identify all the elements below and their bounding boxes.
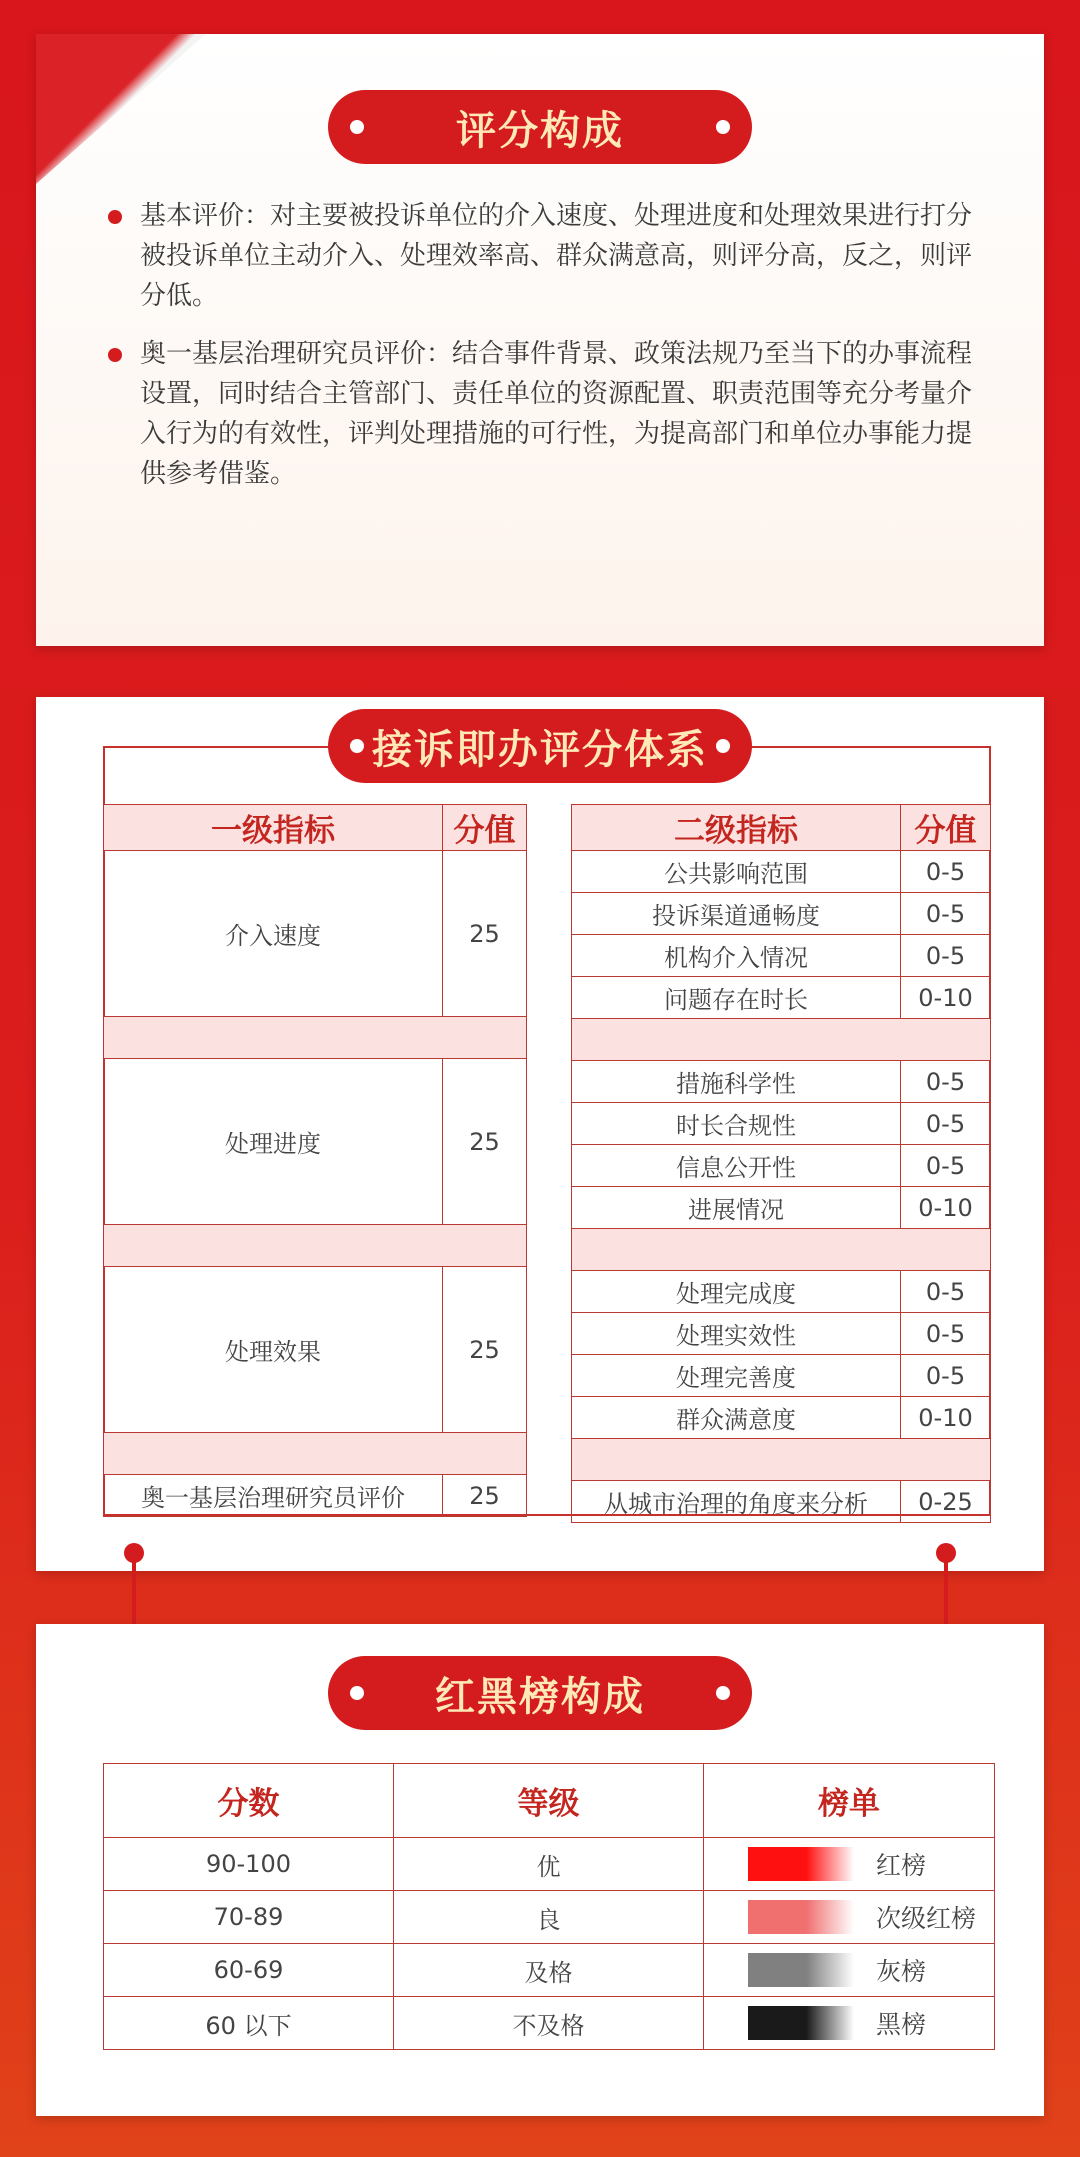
level2-score: 0-5: [901, 851, 991, 893]
level2-name: 公共影响范围: [572, 851, 901, 893]
level2-name: 处理实效性: [572, 1313, 901, 1355]
level2-score: 0-10: [901, 977, 991, 1019]
ranking-table: [103, 1763, 995, 2050]
dot-icon: [350, 1686, 364, 1700]
table-row: [104, 1838, 995, 1891]
rank-grade: 及格: [394, 1944, 704, 1997]
table-row: [572, 1187, 991, 1229]
rank-list-label: 黑榜: [876, 2010, 927, 2039]
section-title-text: 评分构成: [456, 107, 624, 154]
table-row: [104, 1475, 527, 1517]
level2-name: 群众满意度: [572, 1397, 901, 1439]
level2-name: 信息公开性: [572, 1145, 901, 1187]
level2-name: 机构介入情况: [572, 935, 901, 977]
table-row: [572, 1481, 991, 1523]
row-spacer: [104, 1433, 527, 1475]
rank-grade: 优: [394, 1838, 704, 1891]
dot-icon: [350, 120, 364, 134]
level2-score: 0-5: [901, 1271, 991, 1313]
header-list: 榜单: [704, 1764, 995, 1838]
level2-score: 0-5: [901, 893, 991, 935]
header-level2: 二级指标: [572, 805, 901, 851]
header-level1: 一级指标: [104, 805, 443, 851]
level2-score: 0-5: [901, 935, 991, 977]
rank-list-cell: [704, 1944, 995, 1997]
table-row: [104, 1997, 995, 2050]
level2-name: 从城市治理的角度来分析: [572, 1481, 901, 1523]
table-row: [572, 893, 991, 935]
rank-grade: 良: [394, 1891, 704, 1944]
table-row: [572, 977, 991, 1019]
level2-score: 0-5: [901, 1355, 991, 1397]
level1-name: 介入速度: [104, 851, 443, 1017]
rank-list-label: 灰榜: [876, 1957, 927, 1986]
table-row: [572, 1355, 991, 1397]
table-row: [104, 1944, 995, 1997]
level1-score: 25: [443, 851, 527, 1017]
level1-score: 25: [443, 1267, 527, 1433]
section-title-text: 红黑榜构成: [435, 1673, 645, 1720]
row-spacer: [572, 1229, 991, 1271]
level2-score: 0-5: [901, 1313, 991, 1355]
row-spacer: [572, 1439, 991, 1481]
section-title-ranking: [328, 1656, 752, 1730]
level2-indicator-table: [571, 804, 991, 1523]
secondary-red-list-swatch: [748, 1900, 854, 1934]
dot-icon: [716, 1686, 730, 1700]
section-title-scoring-composition: [328, 90, 752, 164]
bullet-line: 基本评价：对主要被投诉单位的介入速度、处理进度和处理效果进行打分: [140, 201, 973, 231]
table-row: [572, 1397, 991, 1439]
connector-dot-icon: [124, 1543, 144, 1563]
scoring-bullets: [104, 196, 974, 512]
table-row: [104, 1059, 527, 1225]
level2-name: 处理完善度: [572, 1355, 901, 1397]
rank-score: 70-89: [104, 1891, 394, 1944]
header-score: 分值: [901, 805, 991, 851]
rank-score: 60-69: [104, 1944, 394, 1997]
table-row: [572, 1313, 991, 1355]
table-row: [572, 1061, 991, 1103]
row-spacer: [104, 1017, 527, 1059]
rank-score: 60 以下: [104, 1997, 394, 2050]
level2-name: 措施科学性: [572, 1061, 901, 1103]
table-row: [572, 1271, 991, 1313]
header-grade: 等级: [394, 1764, 704, 1838]
bullet-line: 被投诉单位主动介入、处理效率高、群众满意高，则评分高，反之，则评分低。: [140, 241, 973, 311]
level2-name: 问题存在时长: [572, 977, 901, 1019]
rank-list-label: 次级红榜: [876, 1904, 977, 1933]
grey-list-swatch: [748, 1953, 854, 1987]
table-row: [104, 1267, 527, 1433]
level2-score: 0-5: [901, 1145, 991, 1187]
rank-list-label: 红榜: [876, 1851, 927, 1880]
level1-indicator-table: [103, 804, 527, 1517]
table-row: [572, 935, 991, 977]
header-score: 分值: [443, 805, 527, 851]
rank-list-cell: [704, 1891, 995, 1944]
rank-score: 90-100: [104, 1838, 394, 1891]
level1-name: 处理进度: [104, 1059, 443, 1225]
bullet-basic-evaluation: [104, 196, 974, 316]
rank-list-cell: [704, 1838, 995, 1891]
section-title-text: 接诉即办评分体系: [372, 726, 708, 773]
level1-name: 处理效果: [104, 1267, 443, 1433]
row-spacer: [572, 1019, 991, 1061]
level2-score: 0-5: [901, 1103, 991, 1145]
bullet-dot-icon: [108, 348, 122, 362]
section-title-scoring-system: [328, 709, 752, 783]
black-list-swatch: [748, 2006, 854, 2040]
level2-score: 0-5: [901, 1061, 991, 1103]
row-spacer: [104, 1225, 527, 1267]
level2-score: 0-25: [901, 1481, 991, 1523]
bullet-researcher-evaluation: [104, 334, 974, 494]
level1-score: 25: [443, 1059, 527, 1225]
level1-name: 奥一基层治理研究员评价: [104, 1475, 443, 1517]
dot-icon: [716, 120, 730, 134]
table-row: [572, 851, 991, 893]
table-row: [572, 1145, 991, 1187]
bullet-line: 奥一基层治理研究员评价：结合事件背景、政策法规乃至当下的办事流程设置，同时结合主管部门、责任单位的资源配置、职责范围等充分考量介入行为的有效性，评判处理措施的可行性，为提高部门和单位办事能力提供参考借鉴。: [140, 339, 973, 489]
level2-score: 0-10: [901, 1187, 991, 1229]
level1-score: 25: [443, 1475, 527, 1517]
level2-name: 投诉渠道通畅度: [572, 893, 901, 935]
dot-icon: [350, 739, 364, 753]
dot-icon: [716, 739, 730, 753]
level2-score: 0-10: [901, 1397, 991, 1439]
table-row: [104, 1891, 995, 1944]
connector-dot-icon: [936, 1543, 956, 1563]
red-list-swatch: [748, 1847, 854, 1881]
level2-name: 时长合规性: [572, 1103, 901, 1145]
table-row: [104, 851, 527, 1017]
level2-name: 处理完成度: [572, 1271, 901, 1313]
rank-list-cell: [704, 1997, 995, 2050]
bullet-dot-icon: [108, 210, 122, 224]
rank-grade: 不及格: [394, 1997, 704, 2050]
level2-name: 进展情况: [572, 1187, 901, 1229]
table-row: [572, 1103, 991, 1145]
header-score: 分数: [104, 1764, 394, 1838]
